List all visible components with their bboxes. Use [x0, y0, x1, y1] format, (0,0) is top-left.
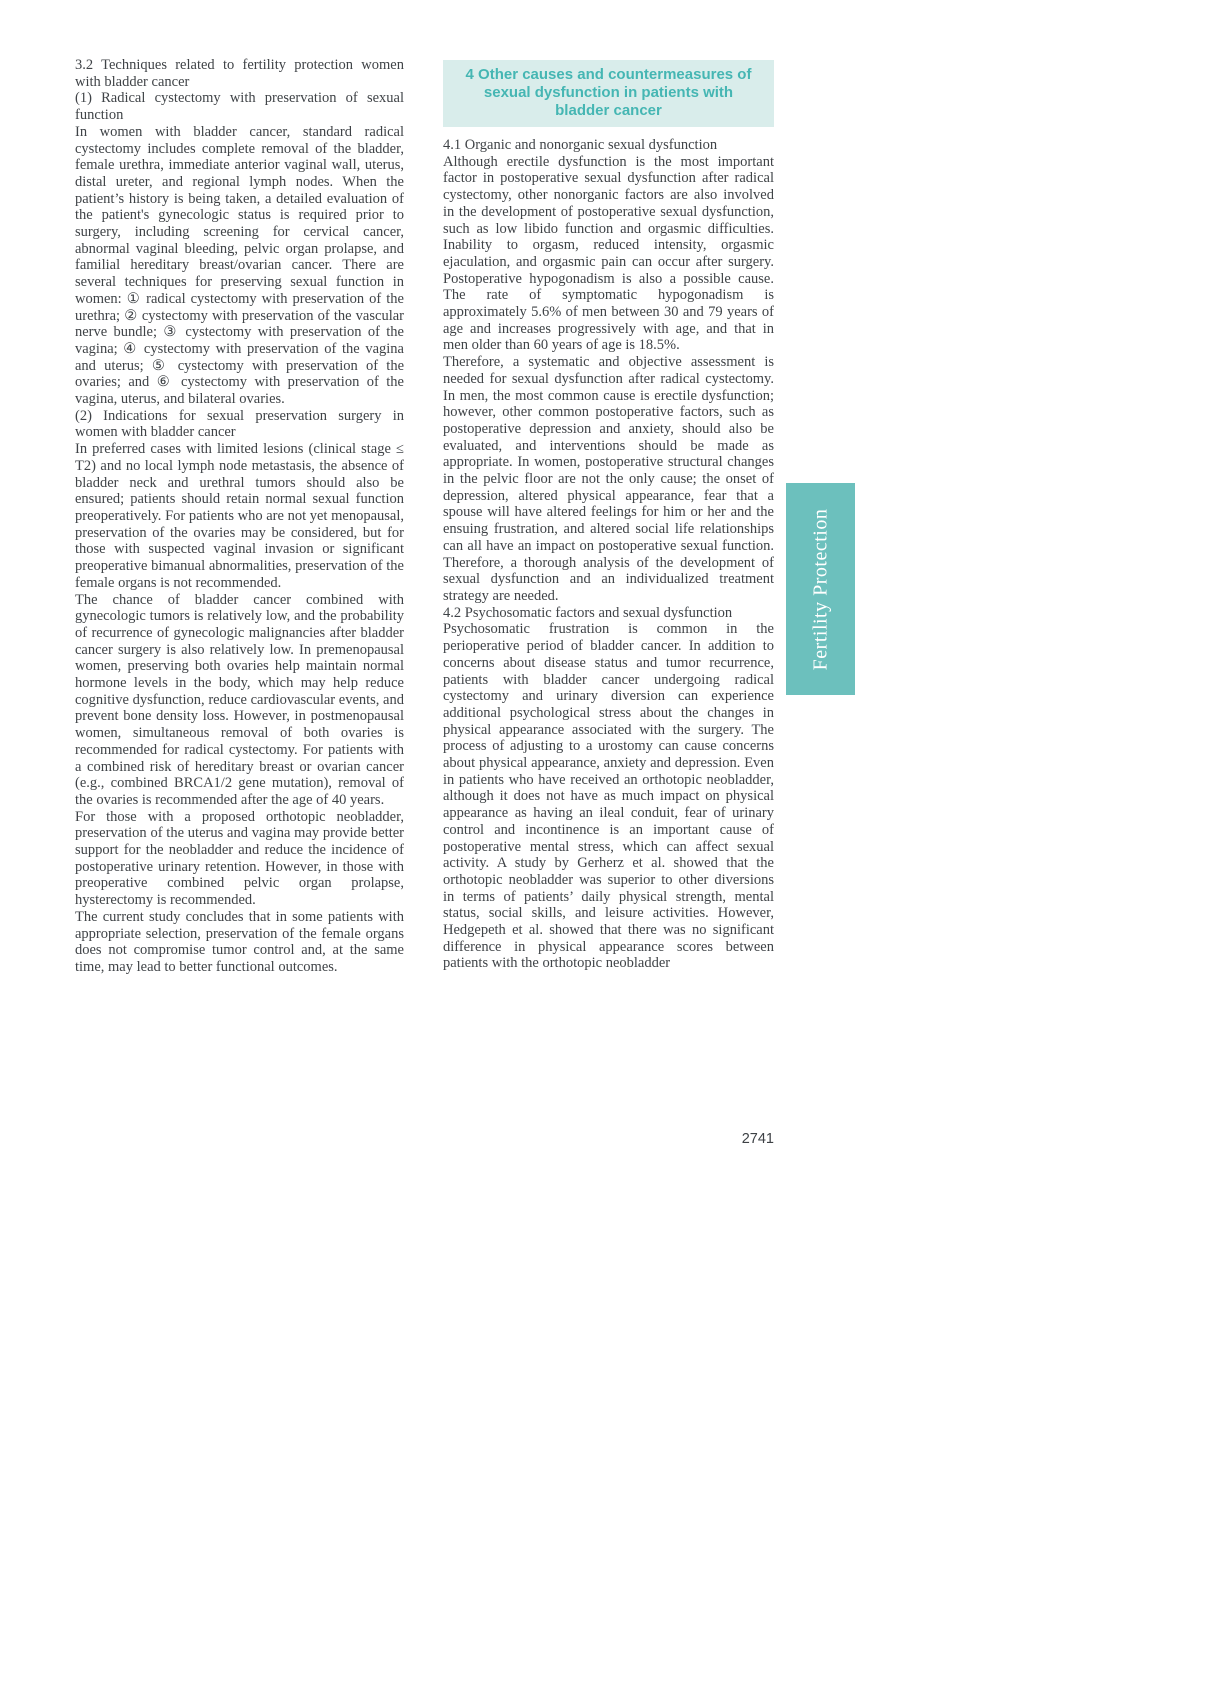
section-4-title-box: 4 Other causes and countermeasures of sexual dysfunction in patients with bladder cancer	[443, 60, 774, 127]
chapter-side-tab	[786, 483, 855, 695]
paragraph-radical-cystectomy-body: In women with bladder cancer, standard radical cystectomy includes complete removal of the bladder, female urethra, immediate anterior vaginal wall, uterus, distal ureter, and regional lymph nodes. When the patient’s history is being taken, a detailed evaluation of the patient's gynecologic status is required prior to surgery, including screening for cervical cancer, abnormal vaginal bleeding, pelvic organ prolapse, and familial hereditary breast/ovarian cancer. There are several techniques for preserving sexual function in women: ① radical cystectomy with preservation of the urethra; ② cystectomy with preservation of the vascular nerve bundle; ③ cystectomy with preservation of the vagina; ④ cystectomy with preservation of the vagina and uterus; ⑤ cystectomy with preservation of the ovaries; and ⑥ cystectomy with preservation of the vagina, uterus, and bilateral ovaries.	[75, 123, 404, 408]
paragraph-radical-cystectomy-subheading: (1) Radical cystectomy with preservation of sexual function	[75, 90, 404, 124]
paragraph-psychosomatic-factors: Psychosomatic frustration is common in the perioperative period of bladder cancer. In addition to concerns about disease status and tumor recurrence, patients with bladder cancer undergoing radical cystectomy and urinary diversion can experience additional psychological stress about the changes in physical appearance associated with the surgery. The process of adjusting to a urostomy can cause concerns about physical appearance, anxiety and depression. Even in patients who have received an orthotopic neobladder, although it does not have as much impact on physical appearance as having an ileal conduit, fear of urinary control and incontinence is an important cause of postoperative mental stress, which can affect sexual activity. A study by Gerherz et al. showed that the orthotopic neobladder was superior to other diversions in terms of patients’ daily physical strength, mental status, social skills, and leisure activities. However, Hedgepeth et al. showed that there was no significant difference in physical appearance scores between patients with the orthotopic neobladder	[443, 621, 774, 972]
paragraph-orthotopic-neobladder: For those with a proposed orthotopic neobladder, preservation of the uterus and vagina may provide better support for the neobladder and reduce the incidence of postoperative urinary retention. However, in those with preoperative combined pelvic organ prolapse, hysterectomy is recommended.	[75, 808, 404, 909]
page-number: 2741	[741, 1131, 774, 1147]
chapter-side-tab-label: Fertility Protection	[809, 508, 831, 670]
paragraph-indications-body: In preferred cases with limited lesions (clinical stage ≤ T2) and no local lymph node metastasis, the absence of bladder neck and urethral tumors should also be ensured; patients should retain normal sexual function preoperatively. For patients who are not yet menopausal, preservation of the ovaries may be considered, but for those with suspected vaginal invasion or significant preoperative bimanual abnormalities, preservation of the female organs is not recommended.	[75, 441, 404, 591]
paragraph-organic-dysfunction: Although erectile dysfunction is the most important factor in postoperative sexual dysfunction after radical cystectomy, other nonorganic factors are also involved in the development of postoperative sexual dysfunction, such as low libido function and orgasmic difficulties. Inability to orgasm, reduced intensity, orgasmic ejaculation, and orgasmic pain can occur after surgery. Postoperative hypogonadism is also a possible cause. The rate of symptomatic hypogonadism is approximately 5.6% of men between 30 and 79 years of age and increases progressively with age, and that in men older than 60 years of age is 18.5%.	[443, 153, 774, 354]
section-4-1-heading: 4.1 Organic and nonorganic sexual dysfunction	[443, 137, 718, 153]
section-3-2-heading: 3.2 Techniques related to fertility protection women with bladder cancer	[75, 57, 404, 90]
section-4-2-heading: 4.2 Psychosomatic factors and sexual dysfunction	[443, 604, 733, 621]
paragraph-current-study-conclusion: The current study concludes that in some patients with appropriate selection, preservation of the female organs does not compromise tumor control and, at the same time, may lead to better functional outcomes.	[75, 908, 404, 975]
right-column	[443, 60, 774, 972]
paragraph-gynecologic-tumors: The chance of bladder cancer combined with gynecologic tumors is relatively low, and the probability of recurrence of gynecologic malignancies after bladder cancer surgery is also relatively low. In premenopausal women, preserving both ovaries help maintain normal hormone levels in the body, which may help reduce cognitive dysfunction, reduce cardiovascular events, and prevent bone density loss. However, in postmenopausal women, simultaneous removal of both ovaries is recommended for radical cystectomy. For patients with a combined risk of hereditary breast or ovarian cancer (e.g., combined BRCA1/2 gene mutation), removal of the ovaries is recommended after the age of 40 years.	[75, 591, 404, 808]
paragraph-systematic-assessment: Therefore, a systematic and objective assessment is needed for sexual dysfunction after radical cystectomy. In men, the most common cause is erectile dysfunction; however, other common postoperative factors, such as postoperative depression and anxiety, should also be evaluated, and interventions should be made as appropriate. In women, postoperative structural changes in the pelvic floor are not the only cause; the onset of depression, altered physical appearance, fear that a spouse will have altered feelings for him or her and the ensuing frustration, and altered social life relationships can all have an impact on postoperative sexual function. Therefore, a thorough analysis of the development of sexual dysfunction and an individualized treatment strategy are needed.	[443, 354, 774, 604]
left-column	[75, 57, 404, 976]
paragraph-indications-subheading: (2) Indications for sexual preservation surgery in women with bladder cancer	[75, 407, 404, 441]
